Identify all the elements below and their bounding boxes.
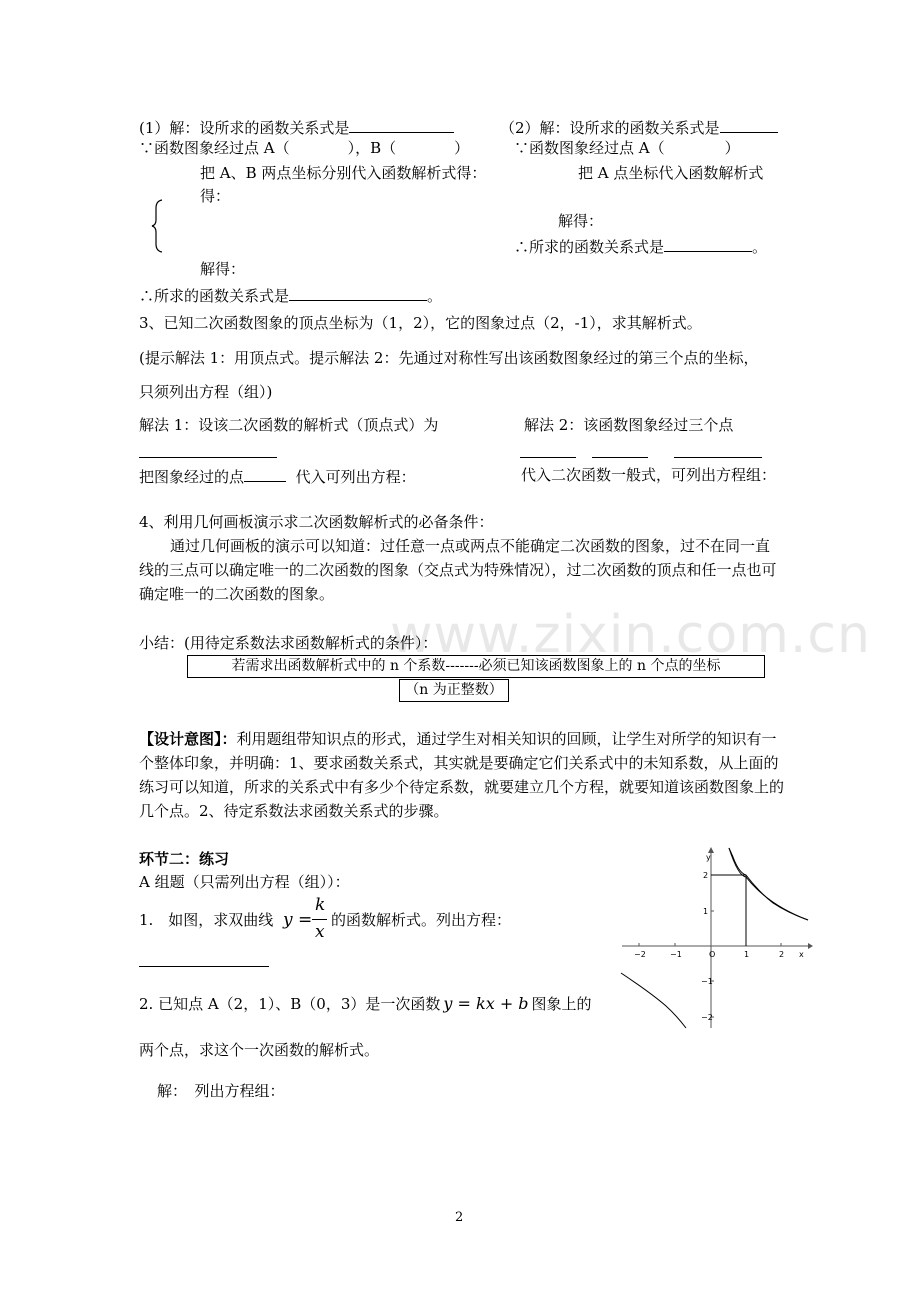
- sec1-right-result: ∴所求的函数关系式是 。: [514, 235, 767, 257]
- sec1-right-solve: 解得：: [558, 212, 604, 230]
- q3-method2-line3: 代入二次函数一般式，可列出方程组：: [521, 466, 777, 484]
- y-tick-label: −2: [701, 1013, 713, 1022]
- x-axis-arrow-icon: [808, 943, 813, 949]
- q3-hint2: 只须列出方程（组）): [139, 383, 273, 401]
- y-tick-label: −1: [701, 977, 713, 986]
- x-tick-label: −1: [670, 950, 682, 959]
- sec1-right-line3: 把 A 点坐标代入函数解析式: [578, 164, 764, 182]
- answer-blank[interactable]: [664, 235, 752, 252]
- answer-blank[interactable]: [720, 116, 778, 133]
- practice-q2-a: 2. 已知点 A（2，1）、B（0，3）是一次函数 y = kx + b 图象上的: [139, 994, 592, 1013]
- q3-method1-line1: 解法 1：设该二次函数的解析式（顶点式）为: [139, 416, 439, 434]
- x-tick-label: −2: [634, 950, 646, 959]
- sec1-left-line2: ∵函数图象经过点 A（ ），B（ ）: [139, 139, 470, 157]
- practice-title: 环节二：练习: [139, 850, 230, 868]
- q3-hint1: (提示解法 1：用顶点式。提示解法 2：先通过对称性写出该函数图象经过的第三个点的坐标，: [139, 349, 759, 367]
- hyperbola-graph: [618, 843, 813, 1033]
- answer-blank[interactable]: [289, 284, 427, 301]
- origin-label: O: [709, 950, 716, 959]
- x-tick-label: 1: [744, 950, 750, 959]
- y-tick-label: 2: [703, 871, 709, 880]
- q3-method1-blank: [139, 441, 277, 463]
- summary-label: 小结：(用待定系数法求函数解析式的条件）：: [139, 634, 438, 652]
- left-brace-icon: [150, 198, 166, 254]
- answer-blank[interactable]: [674, 441, 762, 458]
- watermark: www.zixin.com.cn: [390, 605, 871, 665]
- answer-blank[interactable]: [592, 441, 648, 458]
- sec1-left-line3: 把 A、B 两点坐标分别代入函数解析式得：: [200, 164, 487, 182]
- summary-box-main: 若需求出函数解析式中的 n 个系数-------必须已知该函数图象上的 n 个点的坐标: [187, 655, 765, 678]
- answer-blank[interactable]: [244, 465, 286, 482]
- x-tick-label: 2: [779, 950, 785, 959]
- sec1-right-line1: （2）解：设所求的函数关系式是: [500, 116, 778, 138]
- practice-q2-line2: 两个点，求这个一次函数的解析式。: [139, 1041, 380, 1059]
- q3-stem: 3、已知二次函数图象的顶点坐标为（1，2），它的图象过点（2，-1），求其解析式。: [139, 314, 702, 332]
- practice-q1-blank: [139, 950, 269, 972]
- sec1-right-line2: ∵函数图象经过点 A（ ）: [514, 139, 740, 157]
- q3-method2-blanks: [520, 441, 762, 463]
- q3-method2-line1: 解法 2：该函数图象经过三个点: [524, 416, 734, 434]
- practice-q1-numerator: k: [315, 895, 326, 915]
- q3-method1-line3: 把图象经过的点 代入可列出方程：: [139, 465, 416, 487]
- y-axis-label: y: [706, 853, 711, 862]
- fraction-bar: [312, 919, 327, 920]
- hyperbola-branch-1: [729, 848, 808, 920]
- sec1-left-solve: 解得：: [200, 260, 246, 278]
- sec1-left-result: ∴所求的函数关系式是 。: [139, 284, 442, 306]
- practice-q1-eq-y: y =: [283, 910, 313, 930]
- answer-blank[interactable]: [349, 116, 454, 133]
- design-intent-title: 【设计意图】：: [139, 730, 237, 748]
- design-intent-body: 利用题组带知识点的形式，通过学生对相关知识的回顾，让学生对所学的知识有一个整体印象，并明确：1、要求函数关系式，其实就是要确定它们关系式中的未知系数，从上面的练习可以知道，所求的关系式中有多少个待定系数，就要建立几个方程，就要知道该函数图象上的几个点。2、待定系数法求函数关系式的步骤。: [139, 730, 785, 820]
- sec1-left-line1: (1）解：设所求的函数关系式是: [139, 116, 454, 138]
- practice-q1-b: 的函数解析式。列出方程：: [331, 911, 512, 929]
- design-intent: [139, 727, 784, 823]
- answer-blank[interactable]: [139, 950, 269, 967]
- answer-blank[interactable]: [139, 441, 277, 458]
- sec1-left-line4: 得：: [200, 187, 231, 205]
- practice-group-a: A 组题（只需列出方程（组））：: [139, 873, 350, 891]
- y-tick-label: 1: [703, 907, 709, 916]
- q4-body: 通过几何画板的演示可以知道：过任意一点或两点不能确定二次函数的图象，过不在同一直线的三点可以确定唯一的二次函数的图象（交点式为特殊情况），过二次函数的顶点和任一点也可确定唯一的二次函数的图象。: [139, 537, 777, 603]
- x-axis-label: x: [799, 950, 804, 959]
- hyperbola-branch-2: [621, 973, 686, 1028]
- practice-q1-a: 1. 如图，求双曲线: [139, 911, 274, 929]
- practice-q2-solve: 解： 列出方程组：: [157, 1082, 285, 1100]
- summary-box-note: （n 为正整数）: [399, 679, 509, 702]
- answer-blank[interactable]: [520, 441, 576, 458]
- q4-title: 4、利用几何画板演示求二次函数解析式的必备条件：: [139, 513, 494, 531]
- page-number: 2: [455, 1210, 464, 1225]
- practice-q1-denominator: x: [315, 922, 325, 942]
